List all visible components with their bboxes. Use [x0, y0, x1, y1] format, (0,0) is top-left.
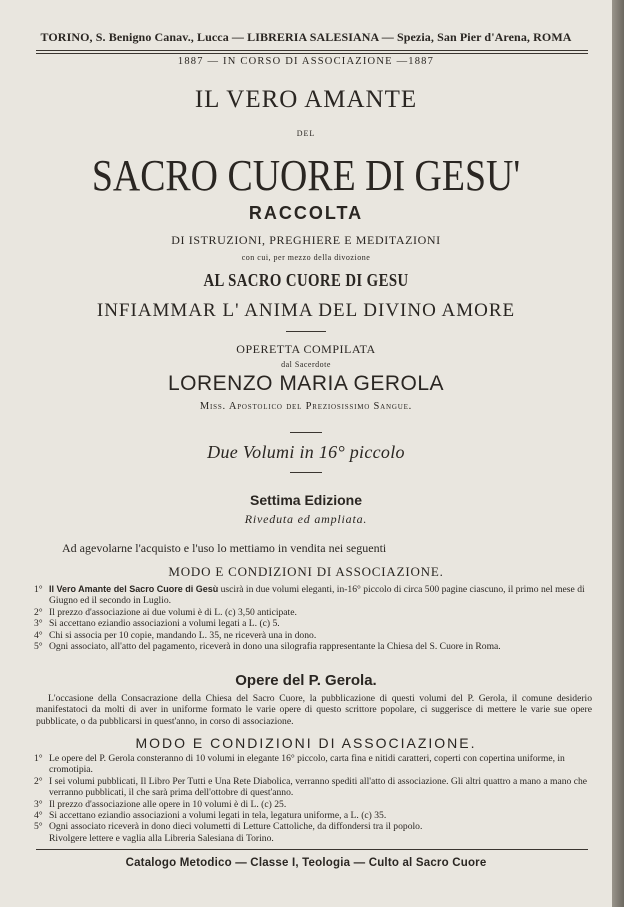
operetta-line: OPERETTA COMPILATA: [236, 342, 376, 356]
list-item: [34, 584, 594, 607]
title-del: DEL: [296, 129, 316, 138]
con-cui-line: con cui, per mezzo della divozione: [241, 253, 371, 262]
divider-1: [286, 331, 326, 332]
list-item-text: [49, 821, 594, 832]
list-item-number: 1°: [34, 753, 43, 764]
list-item-body: Si accettano eziandio associazioni a volumi legati a L. (c) 5.: [49, 618, 280, 630]
section1-list: [34, 584, 594, 652]
opere-title: Opere del P. Gerola.: [235, 672, 377, 689]
edition-line: Settima Edizione: [249, 492, 363, 508]
divider-3: [290, 472, 322, 473]
list-item-body: Ogni associato riceverà in dono dieci volumetti di Letture Cattoliche, da diffondersi tra il popolo.: [49, 821, 423, 833]
list-item-body: I sei volumi pubblicati, Il Libro Per Tutti e Una Rete Diabolica, verranno spediti all'atto di associazione. Gli altri quattro a mano a mano che verranno pubblicati, il che sarà prima dell'ottobre di quest'anno.: [49, 775, 588, 799]
list-item-text: [49, 584, 594, 607]
section2-title: MODO E CONDIZIONI DI ASSOCIAZIONE.: [135, 735, 477, 751]
header-rule-top: [36, 50, 588, 51]
intro-paragraph: Ad agevolarne l'acquisto e l'uso lo mettiamo in vendita nei seguenti: [62, 541, 387, 555]
list-item-body: Si accettano eziandio associazioni a volumi legati in tela, legatura uniforme, a L. (c) 35.: [49, 810, 387, 822]
author-name: LORENZO MARIA GEROLA: [167, 372, 445, 395]
infiammar-line: INFIAMMAR L' ANIMA DEL DIVINO AMORE: [96, 300, 516, 321]
header-rule-bottom: [36, 53, 588, 54]
book-spine-edge: [612, 0, 624, 907]
list-item-body: Le opere del P. Gerola consteranno di 10 volumi in elegante 16° piccolo, carta fina e nitidi caratteri, coperti con copertina uniforme, in cromotipia.: [49, 753, 565, 776]
list-item-text: [49, 641, 594, 652]
al-sacro-cuore-line: AL SACRO CUORE DI GESU: [203, 270, 409, 290]
list-item-number: 5°: [34, 641, 43, 653]
list-item-text: [49, 776, 594, 799]
rivolgere-line: Rivolgere lettere e vaglia alla Libreria Salesiana di Torino.: [49, 833, 274, 844]
list-item-text: [49, 618, 594, 629]
list-item-text: [49, 630, 594, 641]
list-item-text: [49, 753, 594, 776]
list-item-number: 3°: [34, 618, 43, 630]
list-item-text: [49, 799, 594, 810]
list-item-text: [49, 607, 594, 618]
list-item: [34, 618, 594, 629]
list-item: [34, 607, 594, 618]
opere-paragraph: L'occasione della Consacrazione della Chiesa del Sacro Cuore, la pubblicazione di questi volumi del P. Gerola, il comune desiderio manifestatoci da molti di aver in uniforme formato le varie opere di questo scrittore popolare, ci suggerisce di mettere le varie sue opere pubblicate, o da pubblicarsi in quest'anno, in corso di associazione.: [36, 693, 592, 727]
list-item-number: 1°: [34, 584, 43, 595]
list-item-body: Ogni associato, all'atto del pagamento, riceverà in dono una silografia rappresentante la Chiesa del S. Cuore in Roma.: [49, 641, 501, 653]
title-line-1: IL VERO AMANTE: [194, 86, 418, 113]
volumes-line: Due Volumi in 16° piccolo: [207, 442, 405, 462]
istruzioni-line: DI ISTRUZIONI, PREGHIERE E MEDITAZIONI: [171, 233, 441, 247]
list-item-number: 4°: [34, 810, 43, 822]
list-item: [34, 753, 594, 776]
list-item: [34, 799, 594, 810]
association-year: 1887 — IN CORSO DI ASSOCIAZIONE —1887: [177, 56, 435, 67]
revised-line: Riveduta ed ampliata.: [244, 512, 368, 526]
list-item-number: 3°: [34, 798, 43, 810]
footer-rule: [36, 849, 588, 850]
catalog-footer: Catalogo Metodico — Classe I, Teologia — Culto al Sacro Cuore: [125, 857, 487, 869]
list-item-number: 2°: [34, 775, 43, 787]
section1-title: MODO E CONDIZIONI DI ASSOCIAZIONE.: [168, 564, 444, 579]
main-title: SACRO CUORE DI GESU': [91, 151, 521, 200]
author-title: Miss. Apostolico del Preziosissimo Sangue.: [199, 401, 413, 412]
divider-2: [290, 432, 322, 433]
list-item-body: Il prezzo d'associazione ai due volumi è di L. (c) 3,50 anticipate.: [49, 606, 297, 618]
list-item: [34, 821, 594, 832]
list-item-number: 2°: [34, 606, 43, 618]
raccolta-label: RACCOLTA: [248, 203, 364, 223]
list-item-body: Chi si associa per 10 copie, mandando L. 35, ne riceverà una in dono.: [49, 629, 317, 641]
list-item: [34, 630, 594, 641]
section2-list: [34, 753, 594, 833]
list-item-text: [49, 810, 594, 821]
list-item: [34, 776, 594, 799]
list-item-number: 5°: [34, 821, 43, 833]
list-item-number: 4°: [34, 629, 43, 641]
list-item-body: uscirà in due volumi eleganti, in-16° piccolo di circa 500 pagine ciascuno, il primo nel mese di Giugno ed il secondo in Luglio.: [49, 584, 585, 607]
publisher-header: TORINO, S. Benigno Canav., Lucca — LIBRERIA SALESIANA — Spezia, San Pier d'Arena, ROMA: [40, 30, 572, 44]
list-item: [34, 641, 594, 652]
dal-sacerdote-line: dal Sacerdote: [281, 360, 331, 369]
list-item-bold-title: Il Vero Amante del Sacro Cuore di Gesù: [49, 584, 219, 594]
list-item-body: Il prezzo d'associazione alle opere in 10 volumi è di L. (c) 25.: [49, 798, 287, 810]
list-item: [34, 810, 594, 821]
